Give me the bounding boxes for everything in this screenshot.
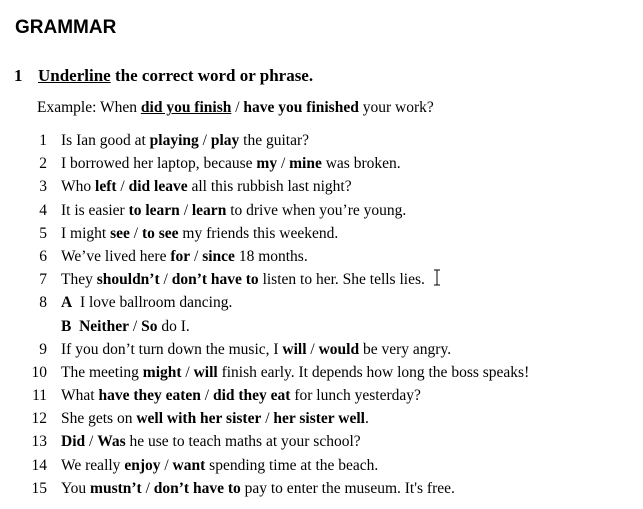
answer-option: playing	[149, 132, 199, 149]
answer-option: would	[318, 340, 360, 358]
item-text	[61, 407, 369, 430]
sentence-text: was broken.	[321, 155, 401, 173]
item-text	[61, 291, 232, 314]
answer-option: will	[282, 340, 307, 358]
answer-option: left	[95, 178, 117, 196]
sentence-text: /	[116, 178, 129, 196]
answer-option: to learn	[128, 201, 180, 219]
exercise-item	[0, 384, 643, 407]
item-number: 15	[31, 479, 47, 497]
example-separator: /	[231, 99, 244, 116]
item-number: 11	[32, 387, 47, 405]
sentence-text: 18 months.	[234, 247, 308, 265]
answer-option: did leave	[128, 178, 188, 196]
sentence-text: pay to enter the museum. It's free.	[240, 479, 455, 497]
answer-option: Was	[97, 433, 126, 451]
example-after: your work?	[358, 99, 434, 116]
example-label: Example: When	[37, 99, 141, 116]
answer-option: see	[110, 224, 130, 242]
sentence-text: Who	[61, 178, 96, 196]
instruction-rest: the correct word or phrase.	[110, 66, 314, 85]
exercise-item	[0, 175, 643, 198]
sentence-text: do I.	[157, 317, 190, 335]
sentence-text: We really	[61, 456, 125, 474]
sentence-text: /	[85, 433, 98, 451]
item-text	[61, 477, 455, 500]
answer-option: will	[193, 363, 218, 381]
sentence-text: /	[141, 479, 154, 497]
sentence-text: If you don’t turn down the music, I	[61, 340, 283, 358]
item-text	[61, 430, 361, 453]
sentence-text: .	[364, 410, 369, 428]
item-text	[61, 384, 421, 407]
sentence-text: What	[61, 387, 99, 405]
item-number: 13	[31, 433, 47, 451]
answer-option: enjoy	[124, 456, 161, 474]
sentence-text: /	[200, 387, 213, 405]
item-text	[61, 199, 406, 222]
answer-option: might	[142, 363, 182, 381]
exercise-item	[0, 407, 643, 430]
sentence-text: They	[61, 271, 97, 289]
exercise-item	[0, 454, 643, 477]
answer-option: don’t have to	[153, 479, 241, 497]
sentence-text: finish early. It depends how long the boss speaks!	[217, 363, 530, 381]
answer-option: well with her sister	[136, 410, 262, 428]
answer-option: A	[61, 294, 73, 312]
sentence-text: /	[129, 317, 142, 335]
item-number: 14	[31, 456, 47, 474]
exercise-item	[0, 477, 643, 500]
sentence-text: The meeting	[61, 363, 143, 381]
sentence-text: /	[306, 340, 319, 358]
item-number: 9	[39, 340, 47, 358]
sentence-text: You	[61, 479, 91, 497]
answer-option: to see	[141, 224, 179, 242]
sentence-text: She gets on	[61, 410, 137, 428]
answer-option: my	[256, 155, 278, 173]
item-number: 8	[39, 294, 47, 312]
task-number: 1	[14, 66, 23, 85]
example-option-2: have you finished	[243, 99, 359, 116]
sentence-text: /	[129, 224, 142, 242]
exercise-item	[0, 199, 643, 222]
sentence-text: he use to teach maths at your school?	[125, 433, 361, 451]
item-text	[61, 129, 309, 152]
answer-option: did they eat	[212, 387, 291, 405]
item-text	[61, 175, 352, 198]
item-number: 4	[39, 201, 47, 219]
sentence-text: I might	[61, 224, 111, 242]
item-number: 12	[31, 410, 47, 428]
sentence-text: /	[179, 201, 192, 219]
item-text	[61, 315, 190, 338]
item-number: 10	[31, 363, 47, 381]
answer-option: So	[141, 317, 158, 335]
answer-option: have they eaten	[98, 387, 201, 405]
item-number: 1	[39, 132, 47, 149]
answer-option: since	[202, 247, 235, 265]
item-number: 3	[39, 178, 47, 196]
example-option-1: did you finish	[140, 99, 232, 116]
answer-option: don’t have to	[171, 271, 259, 289]
sentence-text: listen to her. She tells lies.	[258, 271, 425, 289]
exercise-list	[0, 129, 643, 500]
answer-option: play	[210, 132, 240, 149]
sentence-text: Is Ian good at	[61, 132, 150, 149]
answer-option: her sister well	[273, 410, 365, 428]
exercise-item	[0, 129, 643, 152]
sentence-text: /	[261, 410, 274, 428]
sentence-text: be very angry.	[359, 340, 452, 358]
answer-option: mine	[289, 155, 322, 173]
instruction-underlined: Underline	[38, 66, 111, 85]
answer-option: want	[172, 456, 206, 474]
answer-option: mustn’t	[90, 479, 142, 497]
sentence-text: spending time at the beach.	[205, 456, 379, 474]
item-number: 7	[39, 271, 47, 289]
exercise-item	[0, 338, 643, 361]
sentence-text: my friends this weekend.	[178, 224, 339, 242]
sentence-text: /	[160, 456, 173, 474]
exercise-item	[0, 245, 643, 268]
exercise-item	[0, 152, 643, 175]
sentence-text: It is easier	[61, 201, 129, 219]
sentence-text: I borrowed her laptop, because	[61, 155, 257, 173]
sentence-text: /	[198, 132, 211, 149]
answer-option: shouldn’t	[96, 271, 160, 289]
sentence-text: /	[277, 155, 290, 173]
exercise-item	[0, 291, 643, 314]
sentence-text: /	[159, 271, 172, 289]
item-text	[61, 338, 451, 361]
sentence-text: to drive when you’re young.	[226, 201, 407, 219]
item-text	[61, 152, 401, 175]
sentence-text: I love ballroom dancing.	[72, 294, 233, 312]
sentence-text: for lunch yesterday?	[290, 387, 421, 405]
answer-option: learn	[191, 201, 227, 219]
item-text	[61, 245, 308, 268]
example-line	[37, 99, 434, 117]
exercise-item	[0, 222, 643, 245]
sentence-text: We’ve lived here	[61, 247, 171, 265]
item-number: 6	[39, 247, 47, 265]
answer-option: Did	[61, 433, 86, 451]
task-instruction	[14, 66, 313, 86]
item-number: 5	[39, 224, 47, 242]
exercise-item	[0, 361, 643, 384]
answer-option: for	[170, 247, 191, 265]
answer-option: B Neither	[61, 317, 130, 335]
item-text	[61, 361, 529, 384]
exercise-item	[0, 268, 643, 291]
exercise-item	[0, 315, 643, 338]
item-text	[61, 454, 378, 477]
text-cursor-icon	[433, 269, 441, 286]
sentence-text: all this rubbish last night?	[187, 178, 352, 196]
item-text	[61, 268, 425, 291]
sentence-text: the guitar?	[239, 132, 310, 149]
sentence-text: /	[181, 363, 194, 381]
section-heading: GRAMMAR	[15, 17, 117, 38]
sentence-text: /	[190, 247, 203, 265]
item-number: 2	[39, 155, 47, 173]
exercise-item	[0, 430, 643, 453]
item-text	[61, 222, 338, 245]
